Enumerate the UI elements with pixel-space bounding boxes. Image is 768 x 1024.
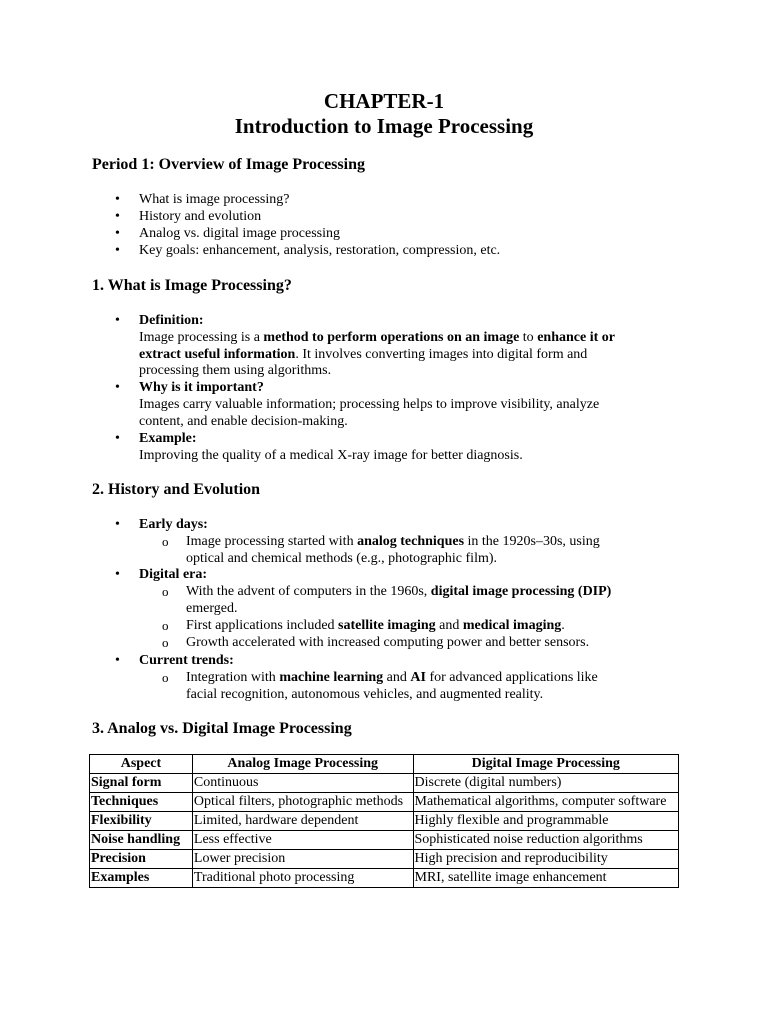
sub-bullet-icon: o bbox=[162, 635, 169, 650]
table-cell: Less effective bbox=[192, 831, 413, 850]
table-header-cell: Digital Image Processing bbox=[413, 755, 679, 774]
example-label: Example: bbox=[139, 431, 197, 446]
current-trends-line-1: Integration with machine learning and AI for advanced applications like bbox=[186, 670, 598, 685]
table-row bbox=[90, 774, 679, 793]
early-days-line-1: Image processing started with analog techniques in the 1920s–30s, using bbox=[186, 534, 600, 549]
section2-heading: 2. History and Evolution bbox=[92, 481, 261, 498]
table-cell: Limited, hardware dependent bbox=[192, 812, 413, 831]
list-item: Analog vs. digital image processing bbox=[139, 226, 341, 241]
current-trends-label: Current trends: bbox=[139, 653, 234, 668]
table-row bbox=[90, 793, 679, 812]
digital-era-item-1-cont: emerged. bbox=[186, 601, 238, 616]
section1-heading: 1. What is Image Processing? bbox=[92, 277, 292, 294]
table-cell: Discrete (digital numbers) bbox=[413, 774, 679, 793]
chapter-title: Introduction to Image Processing bbox=[234, 114, 534, 138]
bullet-icon: • bbox=[115, 567, 120, 582]
importance-line-2: content, and enable decision-making. bbox=[139, 414, 348, 429]
table-cell: Optical filters, photographic methods bbox=[192, 793, 413, 812]
table-header-cell: Aspect bbox=[90, 755, 193, 774]
sub-bullet-icon: o bbox=[162, 618, 169, 633]
table-header-cell: Analog Image Processing bbox=[192, 755, 413, 774]
period1-heading: Period 1: Overview of Image Processing bbox=[92, 156, 365, 173]
bullet-icon: • bbox=[115, 192, 120, 207]
table-cell: Flexibility bbox=[90, 812, 193, 831]
example-line-1: Improving the quality of a medical X-ray image for better diagnosis. bbox=[139, 448, 523, 463]
table-row bbox=[90, 831, 679, 850]
definition-label: Definition: bbox=[139, 313, 204, 328]
list-item: What is image processing? bbox=[139, 192, 290, 207]
table-cell: Noise handling bbox=[90, 831, 193, 850]
table-cell: Traditional photo processing bbox=[192, 869, 413, 888]
comparison-table bbox=[89, 754, 679, 888]
table-row bbox=[90, 850, 679, 869]
bullet-icon: • bbox=[115, 209, 120, 224]
definition-line-1: Image processing is a method to perform operations on an image to enhance it or bbox=[139, 330, 615, 345]
table-cell: Techniques bbox=[90, 793, 193, 812]
definition-line-2: extract useful information. It involves converting images into digital form and bbox=[139, 347, 588, 362]
section3-heading: 3. Analog vs. Digital Image Processing bbox=[92, 720, 352, 737]
list-item: History and evolution bbox=[139, 209, 262, 224]
table-cell: Examples bbox=[90, 869, 193, 888]
bullet-icon: • bbox=[115, 653, 120, 668]
digital-era-item-2: First applications included satellite imaging and medical imaging. bbox=[186, 618, 565, 633]
definition-line-3: processing them using algorithms. bbox=[139, 363, 332, 378]
table-cell: Continuous bbox=[192, 774, 413, 793]
table-cell: Mathematical algorithms, computer software bbox=[413, 793, 679, 812]
sub-bullet-icon: o bbox=[162, 534, 169, 549]
table-cell: Highly flexible and programmable bbox=[413, 812, 679, 831]
table-cell: High precision and reproducibility bbox=[413, 850, 679, 869]
digital-era-label: Digital era: bbox=[139, 567, 208, 582]
table-cell: Sophisticated noise reduction algorithms bbox=[413, 831, 679, 850]
table-row bbox=[90, 869, 679, 888]
importance-line-1: Images carry valuable information; processing helps to improve visibility, analyze bbox=[139, 397, 600, 412]
sub-bullet-icon: o bbox=[162, 584, 169, 599]
bullet-icon: • bbox=[115, 431, 120, 446]
bullet-icon: • bbox=[115, 313, 120, 328]
sub-bullet-icon: o bbox=[162, 670, 169, 685]
table-row bbox=[90, 812, 679, 831]
table-cell: MRI, satellite image enhancement bbox=[413, 869, 679, 888]
table-cell: Signal form bbox=[90, 774, 193, 793]
table-header-row bbox=[90, 755, 679, 774]
list-item: Key goals: enhancement, analysis, restoration, compression, etc. bbox=[139, 243, 501, 258]
bullet-icon: • bbox=[115, 243, 120, 258]
early-days-label: Early days: bbox=[139, 517, 208, 532]
early-days-line-2: optical and chemical methods (e.g., photographic film). bbox=[186, 551, 498, 566]
table-cell: Lower precision bbox=[192, 850, 413, 869]
bullet-icon: • bbox=[115, 517, 120, 532]
table-cell: Precision bbox=[90, 850, 193, 869]
digital-era-item-3: Growth accelerated with increased computing power and better sensors. bbox=[186, 635, 590, 650]
current-trends-line-2: facial recognition, autonomous vehicles, and augmented reality. bbox=[186, 687, 544, 702]
digital-era-item-1: With the advent of computers in the 1960s, digital image processing (DIP) bbox=[186, 584, 612, 599]
bullet-icon: • bbox=[115, 380, 120, 395]
chapter-label: CHAPTER-1 bbox=[323, 89, 445, 113]
importance-label: Why is it important? bbox=[139, 380, 264, 395]
bullet-icon: • bbox=[115, 226, 120, 241]
